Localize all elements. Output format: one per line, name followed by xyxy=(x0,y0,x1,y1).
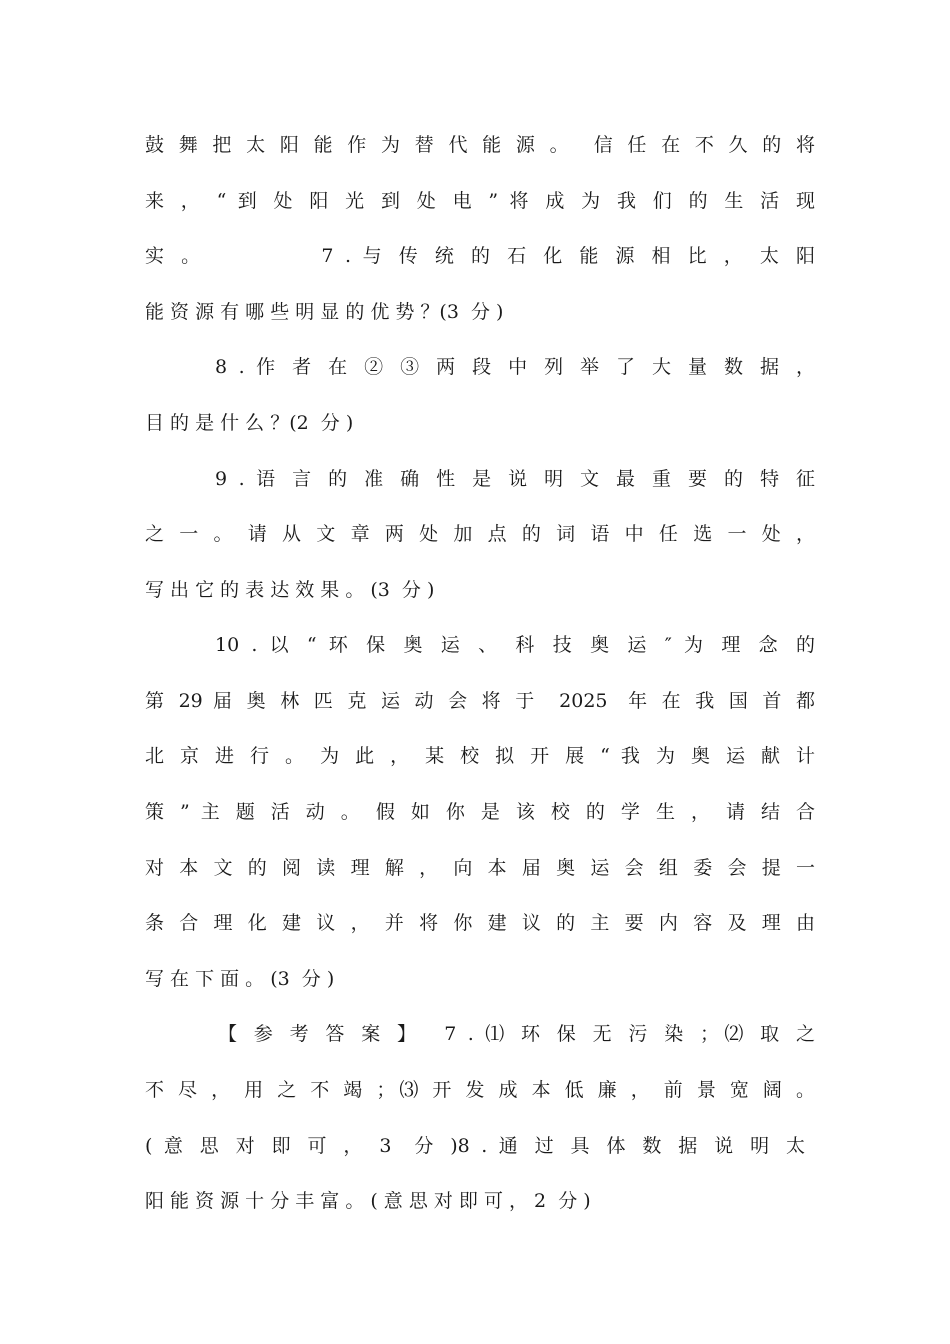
question-8: 8 . 作 者 在 ② ③ 两 段 中 列 举 了 大 量 数 据 ， xyxy=(215,356,815,378)
text-line-13: 策 ” 主 题 活 动 。 假 如 你 是 该 校 的 学 生 ， 请 结 合 xyxy=(145,801,815,823)
text-line-14: 对 本 文 的 阅 读 理 解 ， 向 本 届 奥 运 会 组 委 会 提 一 xyxy=(145,857,815,879)
text-line-1: 鼓 舞 把 太 阳 能 作 为 替 代 能 源 。 信 任 在 不 久 的 将 xyxy=(145,134,815,156)
text-line-2: 来 ， “ 到 处 阳 光 到 处 电 ” 将 成 为 我 们 的 生 活 现 xyxy=(145,190,815,212)
text-line-3: 实 。 7 . 与 传 统 的 石 化 能 源 相 比 ， 太 阳 xyxy=(145,245,815,267)
text-line-8: 之 一 。 请 从 文 章 两 处 加 点 的 词 语 中 任 选 一 处 ， xyxy=(145,523,815,545)
text-line-11: 第 29 届 奥 林 匹 克 运 动 会 将 于 2025 年 在 我 国 首 都 xyxy=(145,690,815,712)
question-9: 9 . 语 言 的 准 确 性 是 说 明 文 最 重 要 的 特 征 xyxy=(215,468,815,490)
text-line-16: 写 在 下 面 。 (3 分 ) xyxy=(145,968,335,990)
text-line-12: 北 京 进 行 。 为 此 ， 某 校 拟 开 展 “ 我 为 奥 运 献 计 xyxy=(145,745,815,767)
text-line-15: 条 合 理 化 建 议 ， 并 将 你 建 议 的 主 要 内 容 及 理 由 xyxy=(145,912,815,934)
text-line-20: 阳 能 资 源 十 分 丰 富 。 ( 意 思 对 即 可 ， 2 分 ) xyxy=(145,1190,591,1212)
text-line-9: 写 出 它 的 表 达 效 果 。 (3 分 ) xyxy=(145,579,435,601)
question-10: 10 . 以 “ 环 保 奥 运 、 科 技 奥 运 ″ 为 理 念 的 xyxy=(215,634,815,656)
text-line-6: 目 的 是 什 么 ？(2 分 ) xyxy=(145,412,354,434)
text-line-4: 能 资 源 有 哪 些 明 显 的 优 势 ？(3 分 ) xyxy=(145,301,504,323)
text-line-18: 不 尽 ， 用 之 不 竭 ；⑶ 开 发 成 本 低 廉 ， 前 景 宽 阔 。 xyxy=(145,1079,815,1101)
answer-heading: 【 参 考 答 案 】 7 . ⑴ 环 保 无 污 染 ；⑵ 取 之 xyxy=(218,1023,815,1045)
text-line-19: ( 意 思 对 即 可 ， 3 分 )8 . 通 过 具 体 数 据 说 明 太 xyxy=(145,1135,805,1157)
